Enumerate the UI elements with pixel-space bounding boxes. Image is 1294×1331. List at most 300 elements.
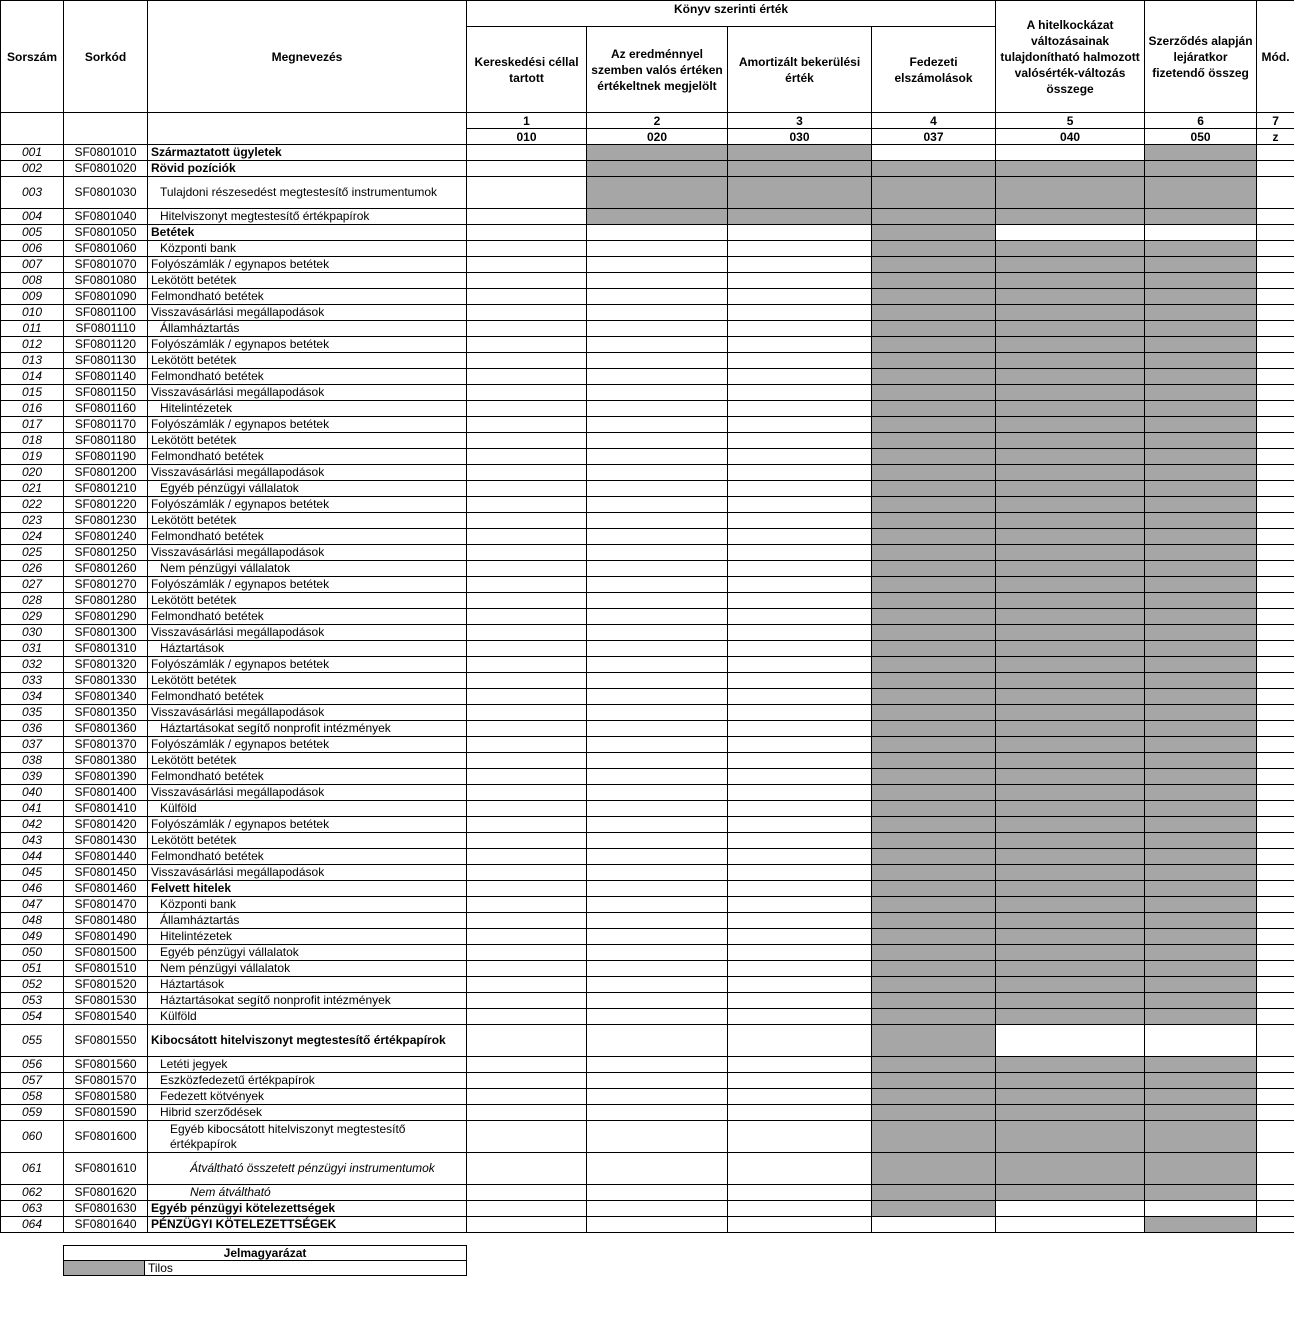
value-cell[interactable] <box>728 289 872 305</box>
value-cell[interactable] <box>1257 801 1294 817</box>
value-cell[interactable] <box>728 401 872 417</box>
value-cell[interactable] <box>587 721 728 737</box>
value-cell[interactable] <box>467 513 587 529</box>
value-cell[interactable] <box>467 353 587 369</box>
value-cell[interactable] <box>996 1217 1145 1233</box>
value-cell[interactable] <box>467 545 587 561</box>
row-label: Folyószámlák / egynapos betétek <box>148 817 467 833</box>
value-cell[interactable] <box>1257 241 1294 257</box>
table-row <box>1 801 1294 817</box>
value-cell[interactable] <box>587 545 728 561</box>
value-cell[interactable] <box>728 497 872 513</box>
value-cell[interactable] <box>587 977 728 993</box>
value-cell[interactable] <box>467 865 587 881</box>
value-cell[interactable] <box>587 913 728 929</box>
value-cell[interactable] <box>1145 225 1257 241</box>
value-cell[interactable] <box>728 369 872 385</box>
value-cell[interactable] <box>728 1153 872 1185</box>
value-cell[interactable] <box>1257 945 1294 961</box>
value-cell[interactable] <box>467 801 587 817</box>
value-cell[interactable] <box>467 929 587 945</box>
value-cell[interactable] <box>728 1073 872 1089</box>
value-cell[interactable] <box>728 353 872 369</box>
value-cell[interactable] <box>728 1009 872 1025</box>
row-code: SF0801160 <box>64 401 148 417</box>
value-cell[interactable] <box>467 385 587 401</box>
value-cell[interactable] <box>587 769 728 785</box>
value-cell[interactable] <box>1257 641 1294 657</box>
value-cell[interactable] <box>587 657 728 673</box>
value-cell[interactable] <box>587 961 728 977</box>
value-cell[interactable] <box>587 369 728 385</box>
row-label: Nem átváltható <box>148 1185 467 1201</box>
value-cell[interactable] <box>1257 209 1294 225</box>
value-cell[interactable] <box>728 977 872 993</box>
value-cell[interactable] <box>467 769 587 785</box>
value-cell[interactable] <box>728 673 872 689</box>
value-cell[interactable] <box>467 481 587 497</box>
value-cell[interactable] <box>728 641 872 657</box>
value-cell[interactable] <box>1257 929 1294 945</box>
value-cell[interactable] <box>728 737 872 753</box>
row-code: SF0801610 <box>64 1153 148 1185</box>
table-row <box>1 849 1294 865</box>
value-cell[interactable] <box>467 673 587 689</box>
table-row <box>1 577 1294 593</box>
value-cell[interactable] <box>467 369 587 385</box>
value-cell[interactable] <box>1257 1073 1294 1089</box>
value-cell[interactable] <box>1257 657 1294 673</box>
value-cell[interactable] <box>1257 737 1294 753</box>
value-cell[interactable] <box>728 849 872 865</box>
value-cell[interactable] <box>728 593 872 609</box>
value-cell[interactable] <box>467 1185 587 1201</box>
value-cell[interactable] <box>1257 593 1294 609</box>
value-cell[interactable] <box>728 993 872 1009</box>
row-label: Származtatott ügyletek <box>148 145 467 161</box>
value-cell[interactable] <box>1257 673 1294 689</box>
value-cell[interactable] <box>728 945 872 961</box>
value-cell[interactable] <box>728 1025 872 1057</box>
value-cell[interactable] <box>872 145 996 161</box>
value-cell[interactable] <box>728 1201 872 1217</box>
cell-forbidden <box>872 433 996 449</box>
value-cell[interactable] <box>467 1217 587 1233</box>
value-cell[interactable] <box>1257 321 1294 337</box>
value-cell[interactable] <box>728 929 872 945</box>
cell-forbidden <box>872 769 996 785</box>
value-cell[interactable] <box>587 1217 728 1233</box>
value-cell[interactable] <box>1257 417 1294 433</box>
value-cell[interactable] <box>1257 529 1294 545</box>
value-cell[interactable] <box>1257 1105 1294 1121</box>
value-cell[interactable] <box>1257 385 1294 401</box>
value-cell[interactable] <box>587 673 728 689</box>
value-cell[interactable] <box>467 497 587 513</box>
value-cell[interactable] <box>728 241 872 257</box>
value-cell[interactable] <box>728 257 872 273</box>
value-cell[interactable] <box>728 449 872 465</box>
value-cell[interactable] <box>1257 1121 1294 1153</box>
value-cell[interactable] <box>587 865 728 881</box>
cell-forbidden <box>872 1121 996 1153</box>
value-cell[interactable] <box>587 561 728 577</box>
value-cell[interactable] <box>467 225 587 241</box>
value-cell[interactable] <box>467 161 587 177</box>
table-row <box>1 609 1294 625</box>
value-cell[interactable] <box>587 641 728 657</box>
value-cell[interactable] <box>1257 369 1294 385</box>
row-label: Lekötött betétek <box>148 753 467 769</box>
value-cell[interactable] <box>1257 897 1294 913</box>
value-cell[interactable] <box>587 1089 728 1105</box>
value-cell[interactable] <box>587 401 728 417</box>
value-cell[interactable] <box>587 849 728 865</box>
value-cell[interactable] <box>728 1089 872 1105</box>
value-cell[interactable] <box>467 209 587 225</box>
value-cell[interactable] <box>728 865 872 881</box>
value-cell[interactable] <box>587 433 728 449</box>
cell-forbidden <box>996 1009 1145 1025</box>
value-cell[interactable] <box>587 785 728 801</box>
table-row <box>1 449 1294 465</box>
value-cell[interactable] <box>728 433 872 449</box>
value-cell[interactable] <box>728 385 872 401</box>
value-cell[interactable] <box>1257 481 1294 497</box>
value-cell[interactable] <box>728 785 872 801</box>
value-cell[interactable] <box>728 625 872 641</box>
value-cell[interactable] <box>728 1185 872 1201</box>
row-code: SF0801260 <box>64 561 148 577</box>
value-cell[interactable] <box>1257 545 1294 561</box>
value-cell[interactable] <box>467 993 587 1009</box>
value-cell[interactable] <box>467 753 587 769</box>
row-code: SF0801490 <box>64 929 148 945</box>
value-cell[interactable] <box>728 753 872 769</box>
row-number: 020 <box>1 465 64 481</box>
value-cell[interactable] <box>1257 433 1294 449</box>
value-cell[interactable] <box>467 913 587 929</box>
value-cell[interactable] <box>1257 1009 1294 1025</box>
value-cell[interactable] <box>587 417 728 433</box>
value-cell[interactable] <box>467 337 587 353</box>
value-cell[interactable] <box>587 897 728 913</box>
value-cell[interactable] <box>467 1201 587 1217</box>
value-cell[interactable] <box>587 1009 728 1025</box>
value-cell[interactable] <box>587 1153 728 1185</box>
value-cell[interactable] <box>467 449 587 465</box>
value-cell[interactable] <box>1257 833 1294 849</box>
value-cell[interactable] <box>728 1057 872 1073</box>
value-cell[interactable] <box>467 785 587 801</box>
value-cell[interactable] <box>467 689 587 705</box>
value-cell[interactable] <box>587 337 728 353</box>
value-cell[interactable] <box>728 545 872 561</box>
value-cell[interactable] <box>1257 497 1294 513</box>
value-cell[interactable] <box>467 1073 587 1089</box>
value-cell[interactable] <box>728 721 872 737</box>
table-row <box>1 705 1294 721</box>
value-cell[interactable] <box>1257 1057 1294 1073</box>
value-cell[interactable] <box>1257 1185 1294 1201</box>
value-cell[interactable] <box>1257 161 1294 177</box>
value-cell[interactable] <box>996 145 1145 161</box>
cell-forbidden <box>996 849 1145 865</box>
value-cell[interactable] <box>1257 289 1294 305</box>
value-cell[interactable] <box>587 481 728 497</box>
value-cell[interactable] <box>467 881 587 897</box>
value-cell[interactable] <box>1257 449 1294 465</box>
value-cell[interactable] <box>1145 1201 1257 1217</box>
value-cell[interactable] <box>728 897 872 913</box>
value-cell[interactable] <box>467 897 587 913</box>
value-cell[interactable] <box>1257 913 1294 929</box>
value-cell[interactable] <box>587 945 728 961</box>
value-cell[interactable] <box>587 1073 728 1089</box>
value-cell[interactable] <box>587 529 728 545</box>
value-cell[interactable] <box>1257 561 1294 577</box>
value-cell[interactable] <box>587 1201 728 1217</box>
value-cell[interactable] <box>1257 625 1294 641</box>
value-cell[interactable] <box>1257 689 1294 705</box>
value-cell[interactable] <box>1257 1201 1294 1217</box>
value-cell[interactable] <box>1257 785 1294 801</box>
row-number: 063 <box>1 1201 64 1217</box>
table-row <box>1 961 1294 977</box>
value-cell[interactable] <box>467 321 587 337</box>
value-cell[interactable] <box>1257 1025 1294 1057</box>
value-cell[interactable] <box>587 833 728 849</box>
value-cell[interactable] <box>728 1121 872 1153</box>
row-label: Átváltható összetett pénzügyi instrumentumok <box>148 1153 467 1185</box>
row-number: 035 <box>1 705 64 721</box>
value-cell[interactable] <box>728 529 872 545</box>
value-cell[interactable] <box>467 529 587 545</box>
value-cell[interactable] <box>467 177 587 209</box>
value-cell[interactable] <box>728 657 872 673</box>
row-label: Háztartásokat segítő nonprofit intézmények <box>148 721 467 737</box>
row-label: Visszavásárlási megállapodások <box>148 705 467 721</box>
table-row <box>1 593 1294 609</box>
value-cell[interactable] <box>467 737 587 753</box>
value-cell[interactable] <box>587 385 728 401</box>
value-cell[interactable] <box>1257 961 1294 977</box>
value-cell[interactable] <box>996 1201 1145 1217</box>
value-cell[interactable] <box>467 657 587 673</box>
value-cell[interactable] <box>872 1217 996 1233</box>
value-cell[interactable] <box>728 305 872 321</box>
value-cell[interactable] <box>1145 1025 1257 1057</box>
value-cell[interactable] <box>467 849 587 865</box>
value-cell[interactable] <box>587 289 728 305</box>
value-cell[interactable] <box>467 433 587 449</box>
value-cell[interactable] <box>587 353 728 369</box>
value-cell[interactable] <box>1257 977 1294 993</box>
value-cell[interactable] <box>728 337 872 353</box>
value-cell[interactable] <box>467 273 587 289</box>
value-cell[interactable] <box>728 1217 872 1233</box>
value-cell[interactable] <box>467 305 587 321</box>
value-cell[interactable] <box>728 561 872 577</box>
value-cell[interactable] <box>467 241 587 257</box>
value-cell[interactable] <box>587 801 728 817</box>
value-cell[interactable] <box>587 737 728 753</box>
value-cell[interactable] <box>728 321 872 337</box>
value-cell[interactable] <box>1257 849 1294 865</box>
value-cell[interactable] <box>587 273 728 289</box>
value-cell[interactable] <box>467 1057 587 1073</box>
value-cell[interactable] <box>467 145 587 161</box>
value-cell[interactable] <box>587 577 728 593</box>
value-cell[interactable] <box>728 609 872 625</box>
value-cell[interactable] <box>467 721 587 737</box>
value-cell[interactable] <box>467 465 587 481</box>
value-cell[interactable] <box>587 305 728 321</box>
value-cell[interactable] <box>1257 721 1294 737</box>
table-row <box>1 881 1294 897</box>
value-cell[interactable] <box>587 753 728 769</box>
value-cell[interactable] <box>467 625 587 641</box>
value-cell[interactable] <box>467 977 587 993</box>
value-cell[interactable] <box>728 481 872 497</box>
table-row <box>1 417 1294 433</box>
value-cell[interactable] <box>1257 353 1294 369</box>
value-cell[interactable] <box>1257 577 1294 593</box>
value-cell[interactable] <box>728 913 872 929</box>
cell-forbidden <box>996 545 1145 561</box>
value-cell[interactable] <box>467 641 587 657</box>
value-cell[interactable] <box>728 817 872 833</box>
cell-forbidden <box>872 673 996 689</box>
value-cell[interactable] <box>467 833 587 849</box>
value-cell[interactable] <box>1257 865 1294 881</box>
value-cell[interactable] <box>587 1025 728 1057</box>
value-cell[interactable] <box>587 321 728 337</box>
value-cell[interactable] <box>587 513 728 529</box>
value-cell[interactable] <box>728 1105 872 1121</box>
value-cell[interactable] <box>1257 1217 1294 1233</box>
value-cell[interactable] <box>467 289 587 305</box>
cell-forbidden <box>872 625 996 641</box>
value-cell[interactable] <box>1257 145 1294 161</box>
value-cell[interactable] <box>1257 609 1294 625</box>
value-cell[interactable] <box>1257 753 1294 769</box>
row-label: Folyószámlák / egynapos betétek <box>148 737 467 753</box>
value-cell[interactable] <box>587 241 728 257</box>
value-cell[interactable] <box>587 1185 728 1201</box>
value-cell[interactable] <box>728 513 872 529</box>
value-cell[interactable] <box>1257 881 1294 897</box>
value-cell[interactable] <box>728 273 872 289</box>
table-row <box>1 1073 1294 1089</box>
value-cell[interactable] <box>467 1089 587 1105</box>
value-cell[interactable] <box>467 593 587 609</box>
value-cell[interactable] <box>728 833 872 849</box>
value-cell[interactable] <box>467 1153 587 1185</box>
value-cell[interactable] <box>587 1105 728 1121</box>
value-cell[interactable] <box>1257 225 1294 241</box>
value-cell[interactable] <box>467 561 587 577</box>
value-cell[interactable] <box>1257 817 1294 833</box>
value-cell[interactable] <box>728 705 872 721</box>
row-number: 018 <box>1 433 64 449</box>
value-cell[interactable] <box>467 945 587 961</box>
value-cell[interactable] <box>1257 273 1294 289</box>
value-cell[interactable] <box>587 257 728 273</box>
table-row <box>1 657 1294 673</box>
value-cell[interactable] <box>728 801 872 817</box>
value-cell[interactable] <box>467 577 587 593</box>
value-cell[interactable] <box>467 401 587 417</box>
value-cell[interactable] <box>996 1025 1145 1057</box>
value-cell[interactable] <box>1257 993 1294 1009</box>
value-cell[interactable] <box>996 225 1145 241</box>
value-cell[interactable] <box>467 257 587 273</box>
value-cell[interactable] <box>1257 1153 1294 1185</box>
value-cell[interactable] <box>467 961 587 977</box>
value-cell[interactable] <box>728 577 872 593</box>
value-cell[interactable] <box>587 817 728 833</box>
value-cell[interactable] <box>1257 257 1294 273</box>
value-cell[interactable] <box>587 1121 728 1153</box>
value-cell[interactable] <box>728 225 872 241</box>
value-cell[interactable] <box>467 817 587 833</box>
value-cell[interactable] <box>728 881 872 897</box>
value-cell[interactable] <box>587 929 728 945</box>
value-cell[interactable] <box>728 417 872 433</box>
value-cell[interactable] <box>467 1121 587 1153</box>
value-cell[interactable] <box>1257 401 1294 417</box>
value-cell[interactable] <box>467 417 587 433</box>
value-cell[interactable] <box>587 1057 728 1073</box>
value-cell[interactable] <box>728 769 872 785</box>
value-cell[interactable] <box>1257 1089 1294 1105</box>
value-cell[interactable] <box>728 961 872 977</box>
value-cell[interactable] <box>587 705 728 721</box>
value-cell[interactable] <box>1257 705 1294 721</box>
value-cell[interactable] <box>587 449 728 465</box>
value-cell[interactable] <box>587 593 728 609</box>
value-cell[interactable] <box>1257 465 1294 481</box>
row-number: 058 <box>1 1089 64 1105</box>
value-cell[interactable] <box>587 881 728 897</box>
value-cell[interactable] <box>1257 337 1294 353</box>
value-cell[interactable] <box>467 1025 587 1057</box>
value-cell[interactable] <box>587 465 728 481</box>
value-cell[interactable] <box>1257 769 1294 785</box>
value-cell[interactable] <box>587 625 728 641</box>
cell-forbidden <box>728 145 872 161</box>
value-cell[interactable] <box>587 609 728 625</box>
value-cell[interactable] <box>1257 305 1294 321</box>
value-cell[interactable] <box>728 465 872 481</box>
value-cell[interactable] <box>1257 513 1294 529</box>
value-cell[interactable] <box>587 993 728 1009</box>
value-cell[interactable] <box>728 689 872 705</box>
value-cell[interactable] <box>467 705 587 721</box>
value-cell[interactable] <box>467 1009 587 1025</box>
cell-forbidden <box>996 1089 1145 1105</box>
table-row <box>1 369 1294 385</box>
value-cell[interactable] <box>467 609 587 625</box>
value-cell[interactable] <box>1257 177 1294 209</box>
row-number: 062 <box>1 1185 64 1201</box>
value-cell[interactable] <box>587 689 728 705</box>
value-cell[interactable] <box>467 1105 587 1121</box>
cell-forbidden <box>1145 689 1257 705</box>
value-cell[interactable] <box>587 225 728 241</box>
value-cell[interactable] <box>587 497 728 513</box>
